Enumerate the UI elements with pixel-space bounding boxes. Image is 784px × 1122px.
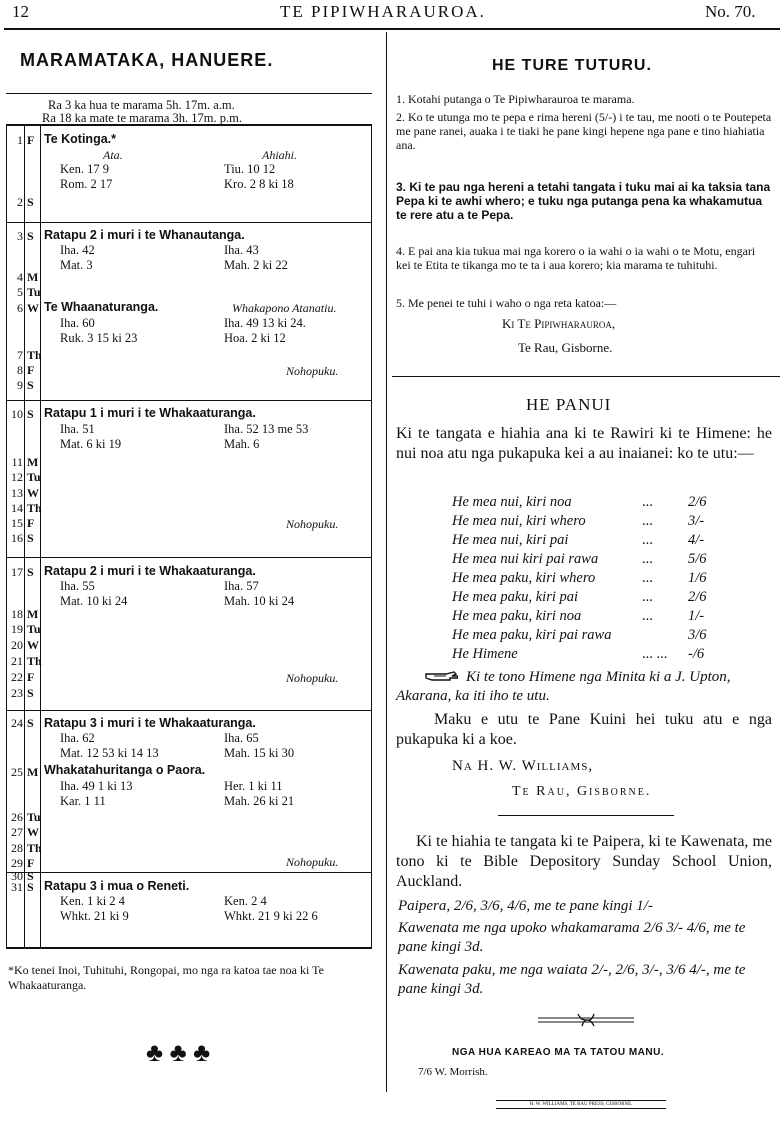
price-row	[452, 627, 722, 645]
price-row	[452, 646, 722, 664]
day-letter: F	[27, 133, 35, 147]
section-rule	[392, 376, 780, 377]
calendar-top-rule	[6, 93, 372, 94]
rule-2: 2. Ko te utunga mo te pepa e rima hereni (5/-) i te tau, me nooti o te Poutepeta me pane ranei, auaka i te tiaki he pane kingi hepene nga pane e tino hiahiatia ana.	[396, 110, 772, 152]
day-letter: W	[27, 638, 39, 652]
stamp-note: Maku e utu te Pane Kuini hei tuku atu e nga pukapuka ki a koe.	[396, 711, 772, 748]
day-number: 18	[11, 607, 23, 621]
reading: Iha. 49 1 ki 13	[60, 779, 133, 793]
day-letter: S	[27, 378, 34, 392]
day-letter: M	[27, 270, 39, 284]
reading: Ken. 17 9	[60, 162, 109, 176]
rule-3	[396, 180, 772, 222]
notice-signature-1: Na H. W. Williams,	[452, 758, 594, 774]
feast-note: Whakapono Atanatiu.	[232, 301, 337, 315]
price-label: He mea paku, kiri pai	[452, 589, 579, 605]
reading: Mah. 26 ki 21	[224, 794, 295, 808]
day-number: 7	[17, 348, 23, 362]
price-label: He mea nui, kiri pai	[452, 532, 569, 548]
day-letter: Th	[27, 654, 42, 668]
price-dots: ...	[642, 513, 653, 529]
day-number: 5	[17, 285, 23, 299]
reading: Iha. 60	[60, 316, 95, 330]
reading: Mat. 3	[60, 258, 93, 272]
day-number: 22	[11, 670, 23, 684]
reading: Iha. 65	[224, 731, 259, 745]
notice-title: HE PANUI	[526, 395, 612, 414]
day-number: 2	[17, 195, 23, 209]
day-letter: F	[27, 670, 35, 684]
price-value: 1/6	[688, 570, 707, 586]
printer-imprint: H. W. WILLIAMS, TE RAU PRESS, GISBORNE.	[496, 1100, 666, 1109]
header-rule	[4, 28, 780, 30]
day-number: 26	[11, 810, 23, 824]
day-letter: S	[27, 229, 34, 243]
day-letter: Tu	[27, 622, 41, 636]
ornamental-divider	[536, 1012, 636, 1028]
reading: Hoa. 2 ki 12	[224, 331, 286, 345]
price-value: 5/6	[688, 551, 707, 567]
price-label: He Himene	[452, 646, 518, 662]
reading: Iha. 62	[60, 731, 95, 745]
donations-title: NGA HUA KAREAO MA TA TATOU MANU.	[452, 1047, 665, 1058]
price-row	[452, 532, 722, 550]
sunday-title: Ratapu 2 i muri i te Whanautanga.	[44, 228, 245, 242]
reading: Iha. 55	[60, 579, 95, 593]
rule-4: 4. E pai ana kia tukua mai nga korero o ia wahi o ia wahi o te Motu, engari kei te Etita te tikanga mo te ta i aua korero; kia marama te tuhituhi.	[396, 244, 756, 272]
day-number: 15	[11, 516, 23, 530]
reading: Mah. 10 ki 24	[224, 594, 295, 608]
sunday-title: Ratapu 3 i mua o Reneti.	[44, 879, 190, 893]
price-value: 1/-	[688, 608, 705, 624]
price-row	[452, 608, 722, 626]
reading: Iha. 42	[60, 243, 95, 257]
evening-label: Ahiahi.	[262, 148, 297, 162]
rule-5: 5. Me penei te tuhi i waho o nga reta katoa:—	[396, 296, 617, 310]
fast-day-label: Nohopuku.	[286, 855, 339, 869]
price-value: 3/6	[688, 627, 707, 643]
day-letter: S	[27, 869, 34, 883]
day-letter: Tu	[27, 285, 41, 299]
day-letter: S	[27, 880, 34, 894]
short-rule	[498, 815, 674, 816]
donation-entry: 7/6 W. Morrish.	[418, 1066, 488, 1078]
moon-phase-1: Ra 3 ka hua te marama 5h. 17m. a.m.	[48, 98, 235, 112]
day-letter: Tu	[27, 470, 41, 484]
bible-price-3: Kawenata paku, me nga waiata 2/-, 2/6, 3/-, 3/6 4/-, me te pane kingi 3d.	[398, 962, 746, 997]
price-dots: ...	[642, 532, 653, 548]
feast-title: Te Whaanaturanga.	[44, 300, 159, 314]
day-number: 21	[11, 654, 23, 668]
day-number: 24	[11, 716, 23, 730]
day-number: 13	[11, 486, 23, 500]
day-number: 17	[11, 565, 23, 579]
day-letter: Th	[27, 348, 42, 362]
day-number: 3	[17, 229, 23, 243]
price-dots: ...	[642, 589, 653, 605]
day-letter: S	[27, 716, 34, 730]
sunday-title: Ratapu 2 i muri i te Whakaaturanga.	[44, 564, 256, 578]
day-letter: M	[27, 607, 39, 621]
club-ornament: ♣ ♣ ♣	[146, 1038, 211, 1067]
day-letter: S	[27, 686, 34, 700]
reading: Iha. 52 13 me 53	[224, 422, 309, 436]
day-number: 1	[17, 133, 23, 147]
reading: Iha. 43	[224, 243, 259, 257]
day-number: 4	[17, 270, 23, 284]
day-number: 10	[11, 407, 23, 421]
reading: Iha. 49 13 ki 24.	[224, 316, 306, 330]
price-dots: ...	[642, 570, 653, 586]
price-label: He mea nui, kiri noa	[452, 494, 572, 510]
fast-day-label: Nohopuku.	[286, 517, 339, 531]
week-rule	[6, 710, 372, 711]
reading: Mat. 10 ki 24	[60, 594, 128, 608]
price-dots: ... ...	[642, 646, 668, 662]
reading: Whkt. 21 ki 9	[60, 909, 129, 923]
reading: Kro. 2 8 ki 18	[224, 177, 294, 191]
day-letter: F	[27, 516, 35, 530]
morning-label: Ata.	[103, 148, 123, 162]
price-row	[452, 570, 722, 588]
rules-address-1: Ki Te Pipiwharauroa,	[502, 316, 616, 331]
week-rule	[6, 557, 372, 558]
day-number: 9	[17, 378, 23, 392]
day-number: 11	[11, 455, 23, 469]
price-dots: ...	[642, 551, 653, 567]
sunday-title: Ratapu 3 i muri i te Whakaaturanga.	[44, 716, 256, 730]
reading: Mah. 15 ki 30	[224, 746, 295, 760]
price-row	[452, 513, 722, 531]
fast-day-label: Nohopuku.	[286, 364, 339, 378]
rules-title: HE TURE TUTURU.	[492, 57, 652, 74]
reading: Ruk. 3 15 ki 23	[60, 331, 138, 345]
price-row	[452, 494, 722, 512]
day-number: 6	[17, 301, 23, 315]
issue-number: No. 70.	[705, 2, 756, 21]
day-number: 23	[11, 686, 23, 700]
reading: Whkt. 21 9 ki 22 6	[224, 909, 318, 923]
day-number: 31	[11, 880, 23, 894]
price-label: He mea paku, kiri noa	[452, 608, 582, 624]
day-letter: S	[27, 195, 34, 209]
feast-title: Te Kotinga.*	[44, 132, 116, 146]
reading: Ken. 2 4	[224, 894, 267, 908]
reading: Mah. 2 ki 22	[224, 258, 288, 272]
price-label: He mea nui, kiri whero	[452, 513, 586, 529]
day-number: 16	[11, 531, 23, 545]
moon-phase-2: Ra 18 ka mate te marama 3h. 17m. p.m.	[42, 111, 242, 125]
page-number: 12	[12, 2, 29, 21]
bible-price-2: Kawenata me nga upoko whakamarama 2/6 3/- 4/6, me te pane kingi 3d.	[398, 920, 746, 955]
price-value: 3/-	[688, 513, 705, 529]
day-number: 8	[17, 363, 23, 377]
price-value: 2/6	[688, 494, 707, 510]
journal-title: TE PIPIWHARAUROA.	[280, 2, 486, 21]
calendar-divider-num	[24, 124, 25, 949]
reading: Mah. 6	[224, 437, 260, 451]
week-rule	[6, 872, 372, 873]
day-number: 12	[11, 470, 23, 484]
hymn-note: Ki te tono Himene nga Minita ki a J. Upton, Akarana, ka iti iho te utu.	[396, 669, 731, 704]
day-letter: S	[27, 407, 34, 421]
day-letter: F	[27, 856, 35, 870]
reading: Rom. 2 17	[60, 177, 113, 191]
price-row	[452, 589, 722, 607]
feast-title: Whakatahuritanga o Paora.	[44, 763, 206, 777]
reading: Ken. 1 ki 2 4	[60, 894, 125, 908]
day-number: 14	[11, 501, 23, 515]
day-letter: Th	[27, 841, 42, 855]
day-letter: S	[27, 531, 34, 545]
day-letter: F	[27, 363, 35, 377]
price-label: He mea paku, kiri pai rawa	[452, 627, 612, 643]
reading: Tiu. 10 12	[224, 162, 276, 176]
reading: Her. 1 ki 11	[224, 779, 283, 793]
bible-price-1: Paipera, 2/6, 3/6, 4/6, me te pane kingi 1/-	[398, 898, 653, 914]
price-value: 2/6	[688, 589, 707, 605]
price-row	[452, 551, 722, 569]
day-number: 20	[11, 638, 23, 652]
sunday-title: Ratapu 1 i muri i te Whakaaturanga.	[44, 406, 256, 420]
price-dots: ...	[642, 494, 653, 510]
reading: Mat. 6 ki 19	[60, 437, 122, 451]
rule-1: 1. Kotahi putanga o Te Pipiwharauroa te marama.	[396, 92, 635, 106]
day-letter: Tu	[27, 810, 41, 824]
rule-3-text: 3. Ki te pau nga hereni a tetahi tangata i tuku mai ai ka taksia tana Pepa ki te awhi whero; e tuku nga putanga pena ka whakamutua te rere atu a te Pepa.	[396, 180, 771, 222]
reading: Iha. 57	[224, 579, 259, 593]
price-label: He mea paku, kiri whero	[452, 570, 596, 586]
rules-address-2: Te Rau, Gisborne.	[518, 340, 613, 355]
price-label: He mea nui kiri pai rawa	[452, 551, 599, 567]
day-letter: W	[27, 301, 39, 315]
day-letter: W	[27, 825, 39, 839]
reading: Kar. 1 11	[60, 794, 106, 808]
day-number: 29	[11, 856, 23, 870]
reading: Iha. 51	[60, 422, 95, 436]
calendar-footnote: *Ko tenei Inoi, Tuhituhi, Rongopai, mo nga ra katoa tae noa ki Te Whakaaturanga.	[8, 963, 324, 992]
bible-notice: Ki te hiahia te tangata ki te Paipera, ki te Kawenata, me tono ki te Bible Depository Sunday School Union, Auckland.	[396, 833, 772, 890]
day-letter: W	[27, 486, 39, 500]
day-letter: S	[27, 565, 34, 579]
day-letter: M	[27, 455, 39, 469]
day-number: 25	[11, 765, 23, 779]
price-dots: ...	[642, 608, 653, 624]
day-letter: Th	[27, 501, 42, 515]
column-rule	[386, 32, 387, 1092]
notice-signature-2: Te Rau, Gisborne.	[512, 784, 652, 799]
day-number: 27	[11, 825, 23, 839]
day-number: 28	[11, 841, 23, 855]
day-number: 30	[11, 869, 23, 883]
price-value: 4/-	[688, 532, 705, 548]
price-value: -/6	[688, 646, 705, 662]
fast-day-label: Nohopuku.	[286, 671, 339, 685]
day-letter: M	[27, 765, 39, 779]
week-rule	[6, 400, 372, 401]
notice-intro: Ki te tangata e hiahia ana ki te Rawiri ki te Himene: he nui noa atu nga pukapuka kei a au inaianei: ko te utu:—	[396, 425, 772, 462]
week-rule	[6, 222, 372, 223]
calendar-title: MARAMATAKA, HANUERE.	[20, 50, 274, 70]
reading: Mat. 12 53 ki 14 13	[60, 746, 159, 760]
day-number: 19	[11, 622, 23, 636]
